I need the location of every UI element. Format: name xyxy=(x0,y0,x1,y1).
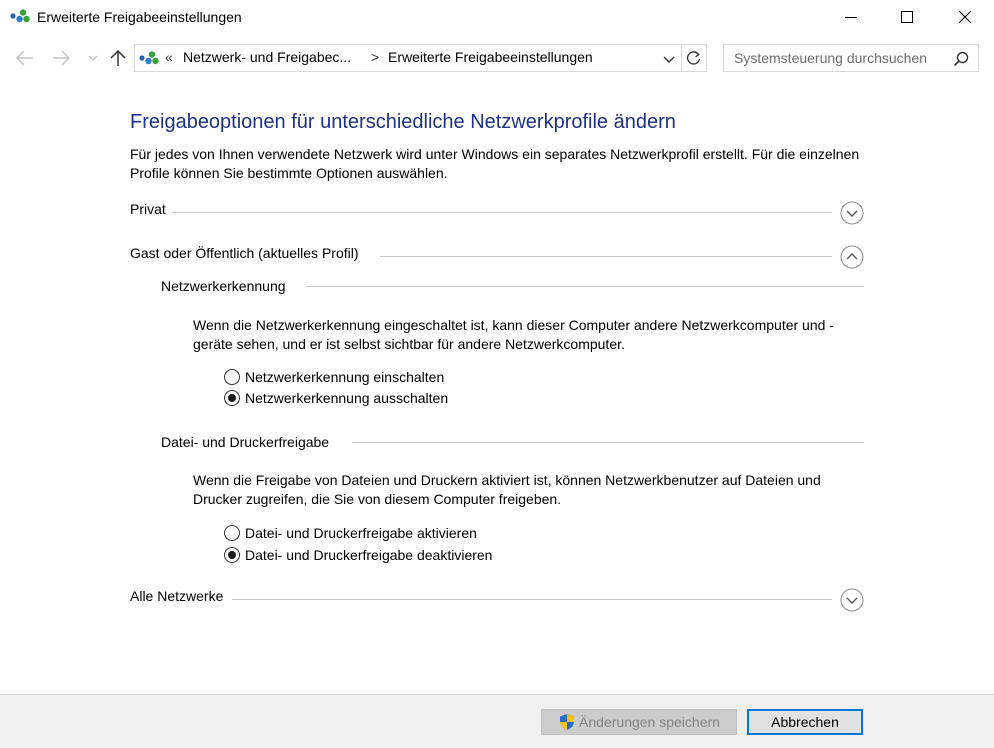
save-changes-button[interactable] xyxy=(541,709,737,735)
uac-shield-icon xyxy=(558,713,576,731)
profile-guest-label[interactable]: Gast oder Öffentlich (aktuelles Profil) xyxy=(130,245,365,261)
footer-bar xyxy=(0,694,994,748)
file-printer-sharing-heading: Datei- und Druckerfreigabe xyxy=(161,434,330,450)
address-bar[interactable] xyxy=(134,44,707,72)
window-title: Erweiterte Freigabeeinstellungen xyxy=(37,9,242,25)
radio-sharing-off[interactable] xyxy=(224,545,492,565)
radio-button[interactable] xyxy=(224,525,240,541)
search-box[interactable] xyxy=(723,44,979,72)
radio-button-checked[interactable] xyxy=(224,547,240,563)
subsection-divider xyxy=(352,442,864,443)
expand-chevron-down-icon[interactable] xyxy=(840,201,864,225)
search-input[interactable]: Systemsteuerung durchsuchen xyxy=(734,50,927,66)
expand-chevron-down-icon[interactable] xyxy=(840,588,864,612)
page-title: Freigabeoptionen für unterschiedliche Netzwerkprofile ändern xyxy=(130,111,676,133)
maximize-button[interactable] xyxy=(878,0,936,34)
close-icon xyxy=(959,11,971,23)
section-divider xyxy=(170,212,832,213)
back-arrow-icon[interactable] xyxy=(14,48,36,68)
recent-locations-chevron-icon[interactable] xyxy=(86,50,100,66)
network-sharing-icon xyxy=(139,50,161,66)
section-divider xyxy=(380,256,832,257)
minimize-button[interactable] xyxy=(822,0,880,34)
radio-discovery-on-label[interactable]: Netzwerkerkennung einschalten xyxy=(245,369,445,385)
cancel-button[interactable] xyxy=(747,709,863,735)
radio-discovery-on[interactable] xyxy=(224,367,444,387)
intro-text: Für jedes von Ihnen verwendete Netzwerk wird unter Windows ein separates Netzwerkprofil erstellt. Für die einzelnen Profile können Sie bestimmte Optionen auswählen. xyxy=(130,146,860,181)
title-bar xyxy=(0,0,994,34)
collapse-chevron-up-icon[interactable] xyxy=(840,245,864,269)
navigation-bar xyxy=(0,40,994,76)
network-sharing-icon xyxy=(10,8,32,24)
radio-button-checked[interactable] xyxy=(224,390,240,406)
subsection-divider xyxy=(306,286,864,287)
radio-discovery-off[interactable] xyxy=(224,388,448,408)
profile-private-header[interactable] xyxy=(130,201,866,225)
refresh-icon[interactable] xyxy=(685,49,703,67)
minimize-icon xyxy=(845,11,857,23)
radio-discovery-off-label[interactable]: Netzwerkerkennung ausschalten xyxy=(245,390,449,406)
profile-guest-header[interactable] xyxy=(130,245,866,269)
radio-sharing-on[interactable] xyxy=(224,523,477,543)
chevron-down-icon[interactable] xyxy=(661,51,677,67)
up-arrow-icon[interactable] xyxy=(107,47,129,69)
forward-arrow-icon[interactable] xyxy=(50,48,72,68)
profile-private-label[interactable]: Privat xyxy=(130,201,172,217)
radio-sharing-off-label[interactable]: Datei- und Druckerfreigabe deaktivieren xyxy=(245,547,493,563)
breadcrumb-network-center[interactable]: Netzwerk- und Freigabec... xyxy=(183,49,352,65)
profile-all-label[interactable]: Alle Netzwerke xyxy=(130,588,229,604)
file-printer-sharing-description: Wenn die Freigabe von Dateien und Druckern aktiviert ist, können Netzwerkbenutzer auf Dateien und Drucker zugreifen, die Sie von diesem Computer freigeben. xyxy=(193,472,821,507)
radio-sharing-on-label[interactable]: Datei- und Druckerfreigabe aktivieren xyxy=(245,525,477,541)
close-button[interactable] xyxy=(936,0,994,34)
search-icon[interactable] xyxy=(952,50,970,68)
address-divider xyxy=(681,45,682,71)
save-changes-label[interactable]: Änderungen speichern xyxy=(579,714,720,730)
cancel-label[interactable]: Abbrechen xyxy=(771,714,839,730)
network-discovery-description: Wenn die Netzwerkerkennung eingeschaltet ist, kann dieser Computer andere Netzwerkcomputer und -geräte sehen, und er ist selbst sichtbar für andere Netzwerkcomputer. xyxy=(193,317,834,352)
section-divider xyxy=(232,599,832,600)
breadcrumb-separator[interactable]: > xyxy=(371,49,380,65)
radio-button[interactable] xyxy=(224,369,240,385)
network-discovery-heading: Netzwerkerkennung xyxy=(161,278,286,294)
breadcrumb-current[interactable]: Erweiterte Freigabeeinstellungen xyxy=(388,49,593,65)
breadcrumb-overflow[interactable]: « xyxy=(165,49,173,65)
maximize-icon xyxy=(901,11,913,23)
profile-all-header[interactable] xyxy=(130,588,866,612)
